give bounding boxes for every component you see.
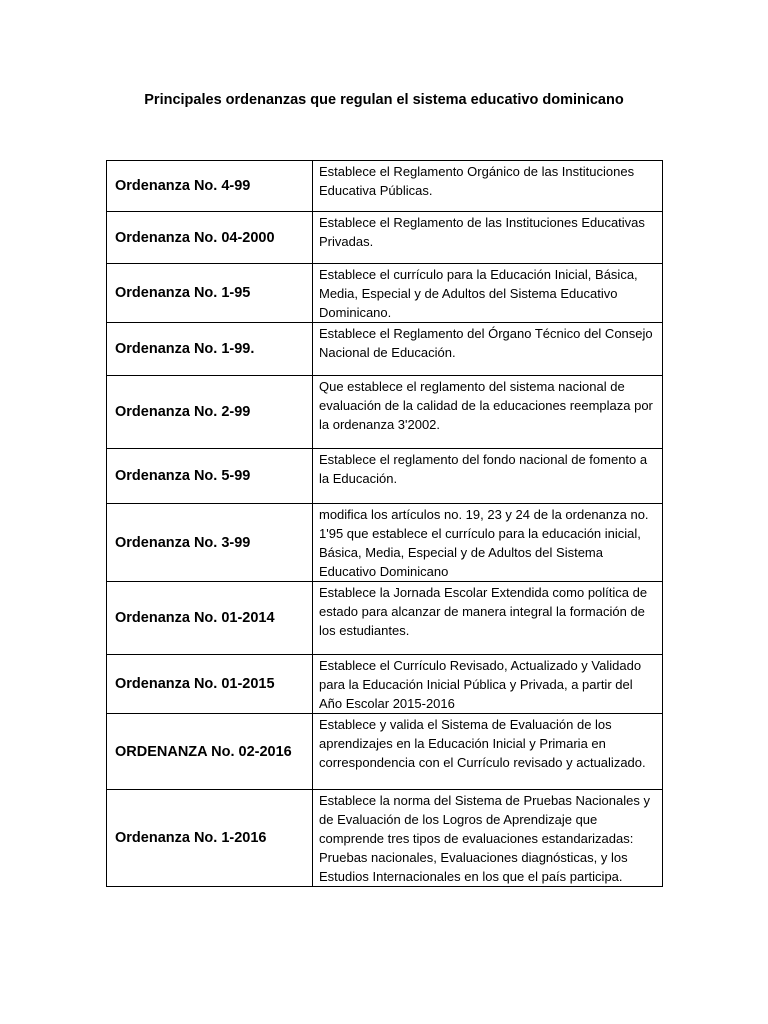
ordinance-name: ORDENANZA No. 02-2016 bbox=[107, 714, 313, 790]
ordinance-description: Establece el currículo para la Educación Inicial, Básica, Media, Especial y de Adultos del Sistema Educativo Dominicano. bbox=[313, 264, 663, 323]
ordinance-description: Establece la norma del Sistema de Pruebas Nacionales y de Evaluación de los Logros de Aprendizaje que comprende tres tipos de evaluaciones estandarizadas: Pruebas nacionales, Evaluaciones diagnósticas, y los Estudios Internacionales en los que el país participa. bbox=[313, 790, 663, 887]
ordinance-name: Ordenanza No. 2-99 bbox=[107, 376, 313, 449]
ordinances-table bbox=[106, 160, 663, 887]
ordinance-description: Establece el reglamento del fondo nacional de fomento a la Educación. bbox=[313, 449, 663, 504]
table-row bbox=[107, 504, 663, 582]
ordinance-name: Ordenanza No. 4-99 bbox=[107, 161, 313, 212]
ordinance-name: Ordenanza No. 01-2015 bbox=[107, 655, 313, 714]
ordinance-description: Establece y valida el Sistema de Evaluación de los aprendizajes en la Educación Inicial y Primaria en correspondencia con el Currículo revisado y actualizado. bbox=[313, 714, 663, 790]
table-row bbox=[107, 655, 663, 714]
table-row bbox=[107, 161, 663, 212]
table-row bbox=[107, 376, 663, 449]
ordinance-name: Ordenanza No. 1-99. bbox=[107, 323, 313, 376]
ordinance-description: modifica los artículos no. 19, 23 y 24 de la ordenanza no. 1'95 que establece el currículo para la educación inicial, Básica, Media, Especial y de Adultos del Sistema Educativo Dominicano bbox=[313, 504, 663, 582]
page-title: Principales ordenanzas que regulan el sistema educativo dominicano bbox=[144, 92, 624, 108]
ordinance-description: Establece el Reglamento Orgánico de las Instituciones Educativa Públicas. bbox=[313, 161, 663, 212]
ordinance-description: Establece el Currículo Revisado, Actualizado y Validado para la Educación Inicial Pública y Privada, a partir del Año Escolar 2015-2016 bbox=[313, 655, 663, 714]
ordinance-name: Ordenanza No. 04-2000 bbox=[107, 212, 313, 264]
table-row bbox=[107, 449, 663, 504]
table-row bbox=[107, 714, 663, 790]
ordinance-name: Ordenanza No. 1-95 bbox=[107, 264, 313, 323]
ordinance-description: Establece la Jornada Escolar Extendida como política de estado para alcanzar de manera integral la formación de los estudiantes. bbox=[313, 582, 663, 655]
ordinance-name: Ordenanza No. 3-99 bbox=[107, 504, 313, 582]
ordinance-name: Ordenanza No. 5-99 bbox=[107, 449, 313, 504]
ordinance-name: Ordenanza No. 1-2016 bbox=[107, 790, 313, 887]
table-row bbox=[107, 582, 663, 655]
table-row bbox=[107, 264, 663, 323]
ordinance-description: Establece el Reglamento del Órgano Técnico del Consejo Nacional de Educación. bbox=[313, 323, 663, 376]
table-row bbox=[107, 790, 663, 887]
ordinance-description: Establece el Reglamento de las Instituciones Educativas Privadas. bbox=[313, 212, 663, 264]
ordinance-description: Que establece el reglamento del sistema nacional de evaluación de la calidad de la educaciones reemplaza por la ordenanza 3'2002. bbox=[313, 376, 663, 449]
table-row bbox=[107, 212, 663, 264]
ordinance-name: Ordenanza No. 01-2014 bbox=[107, 582, 313, 655]
table-row bbox=[107, 323, 663, 376]
